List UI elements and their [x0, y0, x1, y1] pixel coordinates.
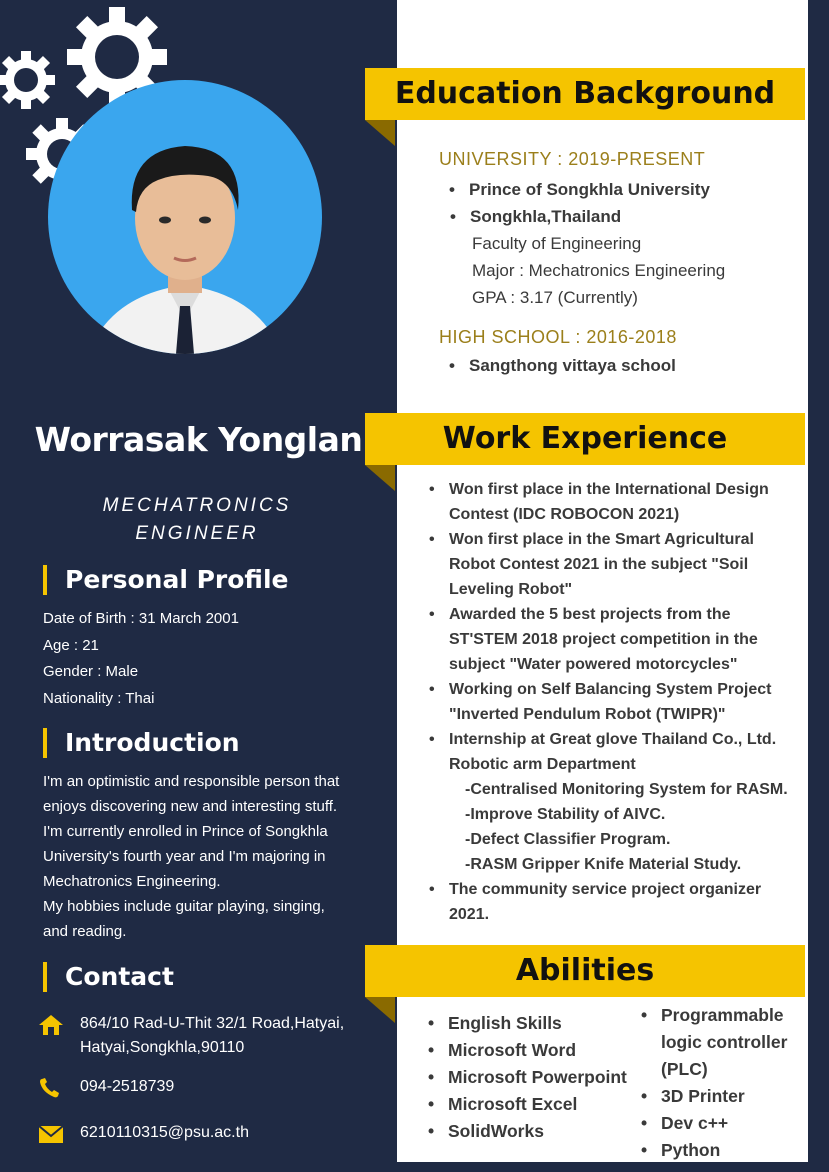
- work-line: • Working on Self Balancing System Project: [449, 677, 799, 702]
- intro-line: I'm currently enrolled in Prince of Songkhla: [43, 823, 328, 840]
- work-experience-list: [449, 477, 799, 927]
- home-icon: [38, 1014, 64, 1036]
- ability-item: • Python: [661, 1137, 787, 1164]
- work-line: • Awarded the 5 best projects from the: [449, 602, 799, 627]
- mail-icon: [38, 1123, 64, 1145]
- abilities-heading: Abilities: [515, 953, 655, 988]
- personal-item: Nationality : Thai: [43, 689, 155, 707]
- person-name: Worrasak Yonglan: [34, 420, 363, 459]
- address-line: Hatyai,Songkhla,90110: [80, 1039, 245, 1056]
- introduction-text: [43, 769, 339, 944]
- banner-fold: [365, 997, 395, 1023]
- intro-line: and reading.: [43, 923, 127, 940]
- work-heading: Work Experience: [442, 421, 728, 456]
- ability-item: • SolidWorks: [448, 1118, 627, 1145]
- work-line: • Won first place in the International Design: [449, 477, 799, 502]
- personal-item: Date of Birth : 31 March 2001: [43, 610, 239, 627]
- personal-item: Age : 21: [43, 636, 99, 654]
- ability-item: • Dev c++: [661, 1110, 787, 1137]
- intro-line: Mechatronics Engineering.: [43, 873, 221, 890]
- gear-icon: [0, 48, 58, 112]
- banner-fold: [365, 120, 395, 146]
- personal-item: Gender : Male: [43, 663, 139, 680]
- intro-line: I'm an optimistic and responsible person that: [43, 773, 340, 790]
- job-title: [60, 492, 334, 548]
- education-heading: Education Background: [394, 76, 776, 111]
- banner-fold: [365, 465, 395, 491]
- work-line: 2021.: [449, 906, 490, 923]
- ability-item: (PLC): [661, 1059, 708, 1079]
- personal-profile-list: [43, 606, 239, 712]
- profile-photo: [48, 80, 322, 354]
- major: Major : Mechatronics Engineering: [472, 261, 726, 280]
- address-line: 864/10 Rad-U-Thit 32/1 Road,Hatyai,: [80, 1015, 345, 1032]
- work-line: ST'STEM 2018 project competition in the: [449, 631, 758, 648]
- highschool-name: • Sangthong vittaya school: [469, 353, 676, 378]
- gpa: GPA : 3.17 (Currently): [472, 288, 638, 307]
- abilities-column-1: [448, 1010, 627, 1145]
- education-banner: [365, 68, 805, 120]
- work-line: -Improve Stability of AIVC.: [465, 806, 666, 823]
- ability-item: • Programmable: [661, 1002, 787, 1029]
- ability-item: • Microsoft Powerpoint: [448, 1064, 627, 1091]
- highschool-label: HIGH SCHOOL : 2016-2018: [439, 327, 677, 347]
- abilities-column-2: [661, 1002, 787, 1164]
- intro-line: enjoys discovering new and interesting stuff.: [43, 798, 338, 815]
- ability-item: • English Skills: [448, 1010, 627, 1037]
- work-line: Robotic arm Department: [449, 756, 636, 773]
- work-line: subject "Water powered motorcycles": [449, 656, 738, 673]
- personal-profile-heading: Personal Profile: [43, 565, 289, 595]
- intro-line: University's fourth year and I'm majoring in: [43, 848, 326, 865]
- work-line: Robot Contest 2021 in the subject "Soil: [449, 556, 749, 573]
- ability-item: • Microsoft Word: [448, 1037, 627, 1064]
- ability-item: logic controller: [661, 1032, 788, 1052]
- university-label: UNIVERSITY : 2019-PRESENT: [439, 149, 706, 169]
- work-line: Contest (IDC ROBOCON 2021): [449, 506, 680, 523]
- email-address: 6210110315@psu.ac.th: [80, 1124, 249, 1141]
- right-border: [808, 0, 829, 1172]
- work-line: • Won first place in the Smart Agricultural: [449, 527, 799, 552]
- contact-heading: Contact: [43, 962, 174, 992]
- university-place: • Songkhla,Thailand: [470, 204, 621, 229]
- university-name: • Prince of Songkhla University: [469, 177, 710, 202]
- work-line: -Defect Classifier Program.: [465, 831, 671, 848]
- ability-item: • 3D Printer: [661, 1083, 787, 1110]
- job-title-line: ENGINEER: [135, 523, 259, 544]
- work-line: "Inverted Pendulum Robot (TWIPR)": [449, 706, 726, 723]
- ability-item: • Microsoft Excel: [448, 1091, 627, 1118]
- phone-number: 094-2518739: [80, 1078, 175, 1095]
- work-line: -Centralised Monitoring System for RASM.: [465, 781, 788, 798]
- faculty: Faculty of Engineering: [472, 234, 642, 253]
- introduction-heading: Introduction: [43, 728, 240, 758]
- intro-line: My hobbies include guitar playing, singing,: [43, 898, 325, 915]
- phone-icon: [38, 1077, 64, 1099]
- work-line: • Internship at Great glove Thailand Co., Ltd.: [449, 727, 799, 752]
- work-banner: [365, 413, 805, 465]
- work-line: • The community service project organizer: [449, 877, 799, 902]
- person-avatar-icon: [48, 80, 322, 354]
- work-line: Leveling Robot": [449, 581, 573, 598]
- job-title-line: MECHATRONICS: [102, 495, 292, 516]
- work-line: -RASM Gripper Knife Material Study.: [465, 856, 742, 873]
- abilities-banner: [365, 945, 805, 997]
